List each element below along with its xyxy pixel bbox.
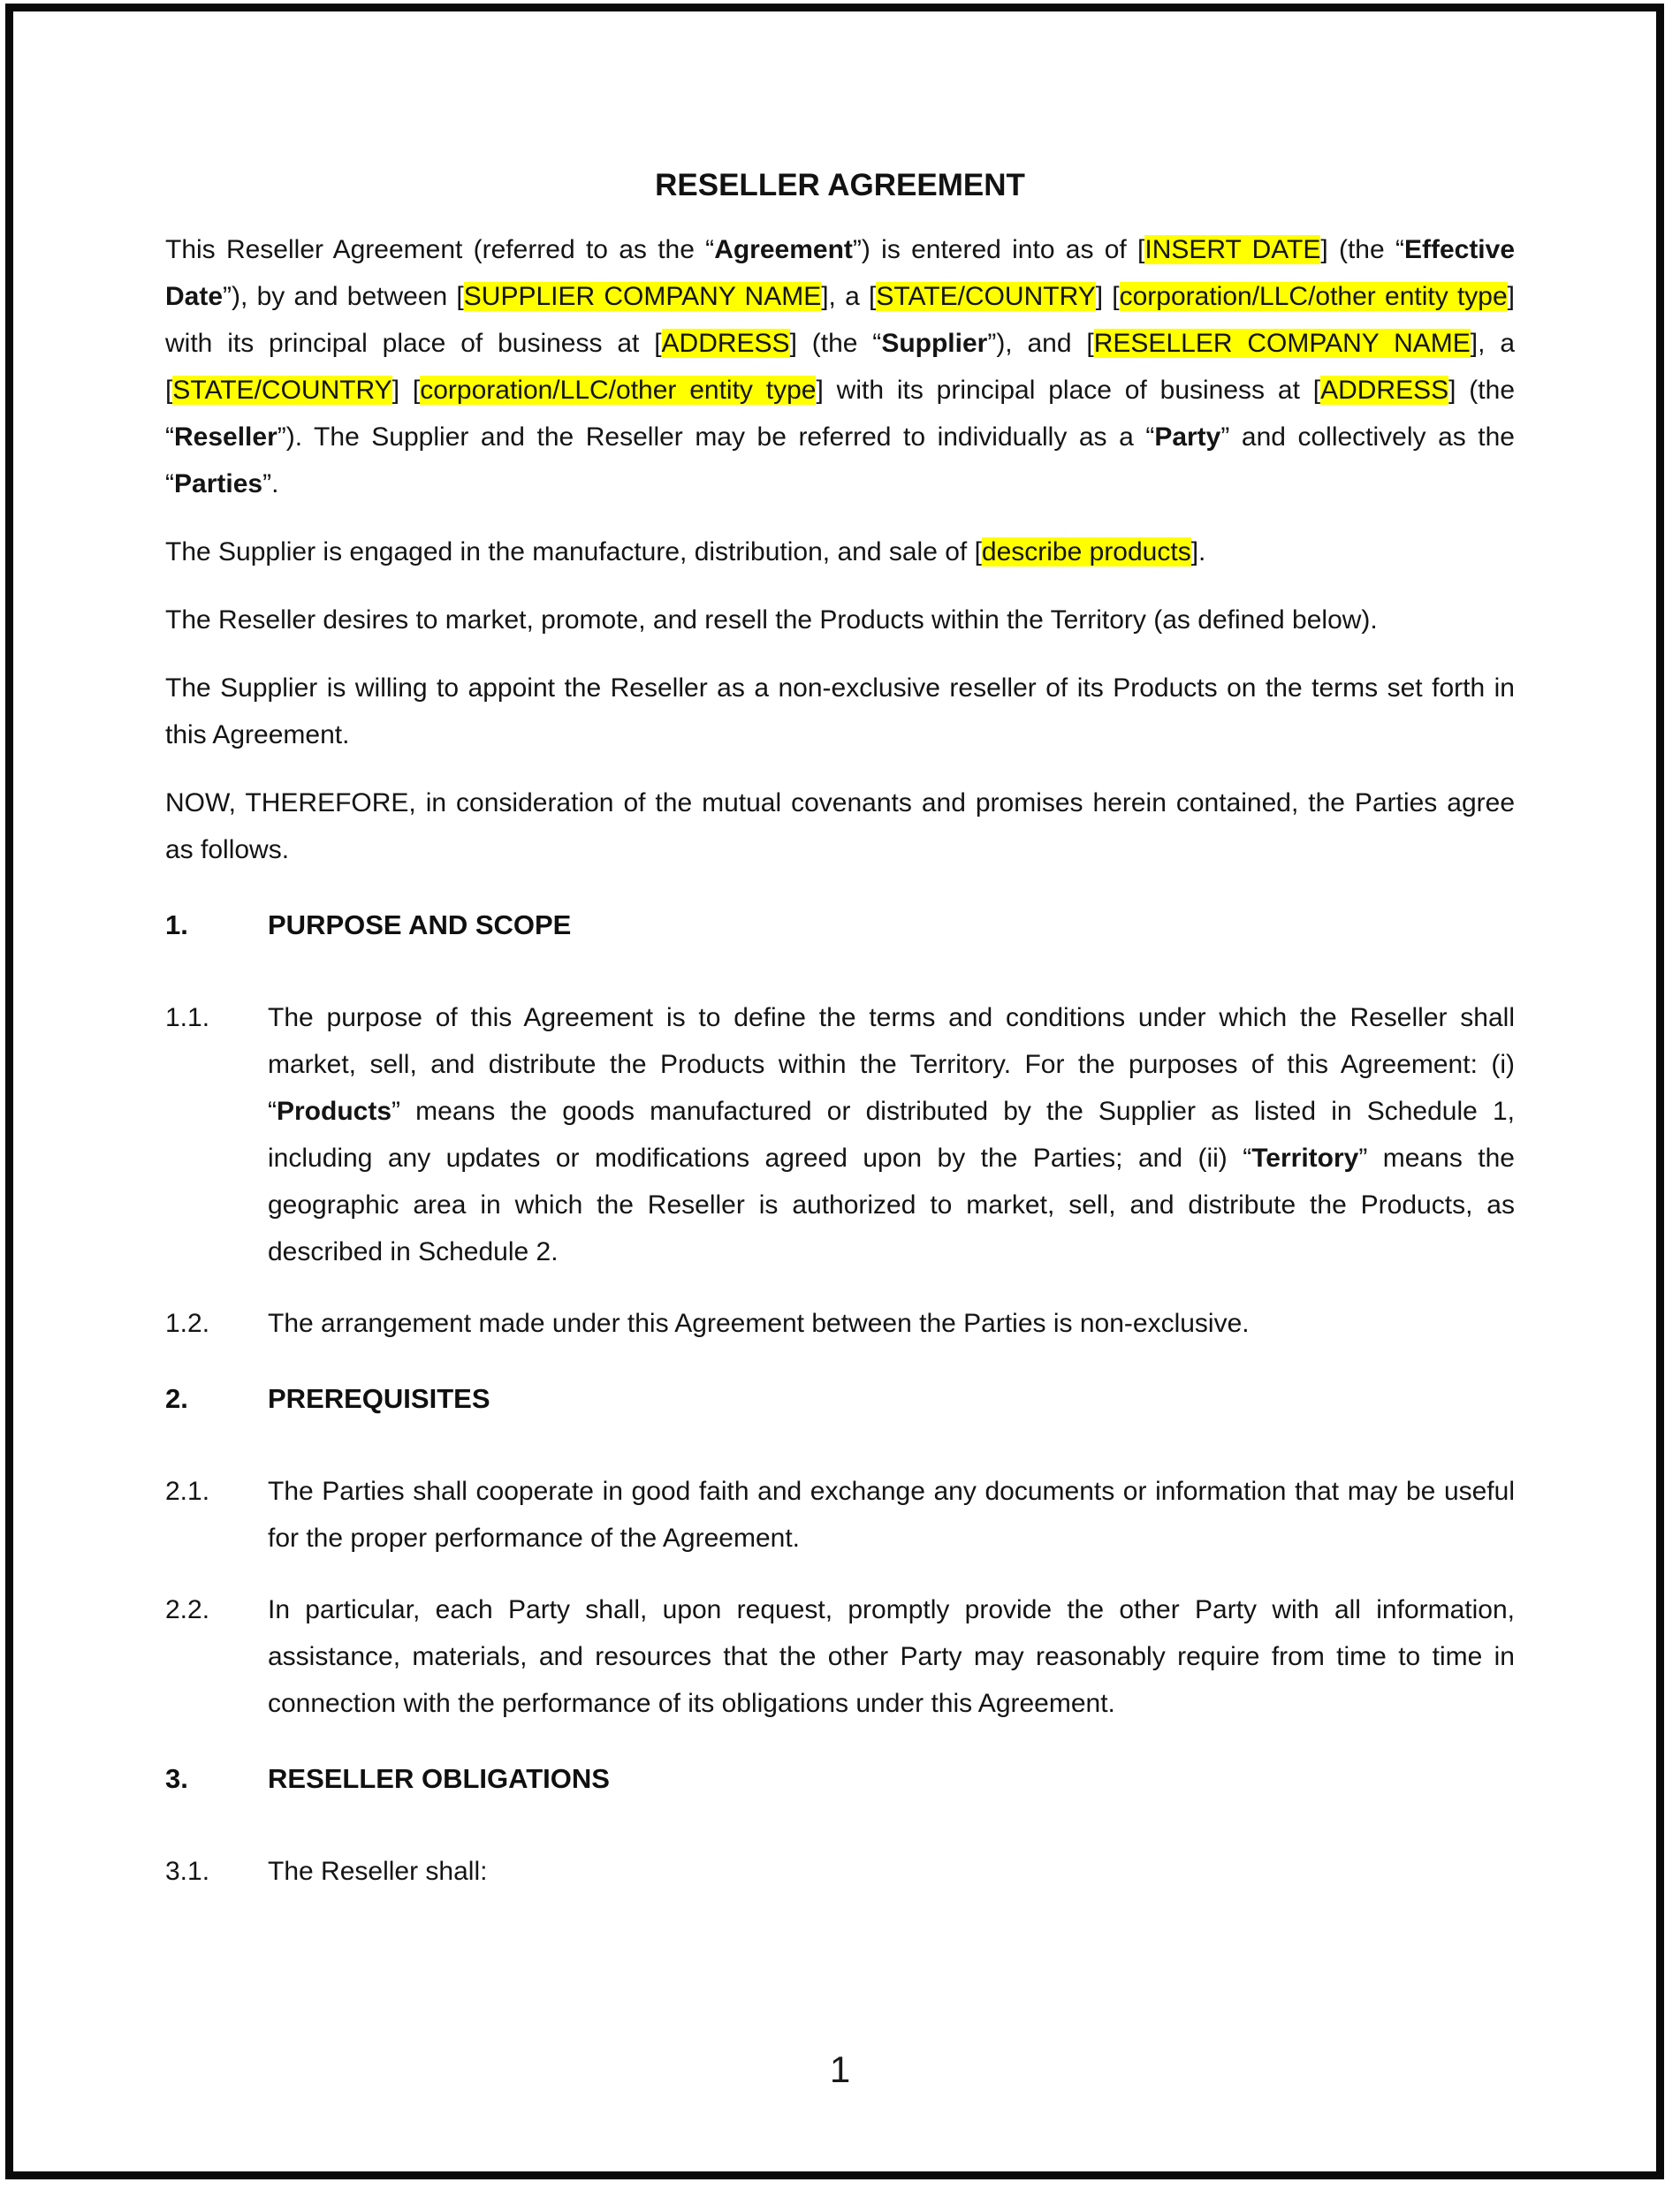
clause-number: 2.1. [165,1477,210,1506]
text-run: ] (the “ [789,329,882,358]
text-run: ” means the goods manufactured or distributed by the Supplier as listed in Schedule 1, including any updates or modifications agreed upon by the Parties; and (ii) “ [268,1097,1515,1173]
text-run: Territory [1251,1144,1359,1173]
clause-item [165,1468,1515,1562]
clause-text [268,1300,1515,1347]
text-run: The Reseller shall: [268,1857,488,1886]
clause-number: 1.1. [165,1003,210,1032]
section-heading-label: PURPOSE AND SCOPE [268,909,572,940]
text-run: The purpose of this Agreement is to define the terms and conditions under which the Reseller shall market, sell, and distribute the Products within the Territory. For the purposes of this Agreement: (i) “ [268,1003,1515,1126]
section-number: 1. [165,909,188,940]
clause-text [268,1468,1515,1562]
section-heading [165,901,1515,948]
placeholder-highlight: describe products [981,537,1191,566]
text-run: ] (the “ [165,376,1516,452]
text-run: Supplier [881,329,988,358]
text-run: The Supplier is willing to appoint the Reseller as a non-exclusive reseller of its Products on the terms set forth in this Agreement. [165,673,1515,749]
placeholder-highlight: corporation/LLC/other entity type [1119,282,1508,311]
paragraph [165,779,1515,873]
text-run: ], a [ [165,329,1516,405]
text-run: ]. [1190,537,1206,566]
section-heading [165,1375,1515,1422]
text-run: NOW, THEREFORE, in consideration of the mutual covenants and promises herein contained, the Parties agree as follows. [165,788,1515,864]
clause-text [268,1848,1515,1895]
paragraph [165,528,1515,575]
text-run: Products [277,1097,392,1126]
clause-number: 2.2. [165,1595,210,1624]
clause-number: 1.2. [165,1309,210,1338]
text-run: ] [ [391,376,421,405]
text-run: ”), by and between [ [223,282,464,311]
paragraph [165,597,1515,643]
text-run: This Reseller Agreement (referred to as the “ [165,235,715,264]
placeholder-highlight: ADDRESS [661,329,790,358]
text-run: Effective Date [165,235,1516,311]
clause-item [165,1586,1515,1727]
text-run: ] with its principal place of business at [ [816,376,1321,405]
clause-text [268,994,1515,1275]
text-run: ”) is entered into as of [ [852,235,1145,264]
section-heading-label: RESELLER OBLIGATIONS [268,1763,610,1794]
text-run: Agreement [714,235,853,264]
clause-item [165,1848,1515,1895]
document-body [165,226,1515,1895]
text-run: ] (the “ [1320,235,1404,264]
placeholder-highlight: INSERT DATE [1144,235,1321,264]
text-run: Party [1154,422,1221,452]
section-heading-label: PREREQUISITES [268,1383,490,1414]
text-run: The Reseller desires to market, promote, and resell the Products within the Territory (as defined below). [165,605,1378,635]
clause-item [165,994,1515,1275]
text-run: ”), and [ [987,329,1094,358]
text-run: Reseller [174,422,277,452]
paragraph [165,226,1515,507]
clause-number: 3.1. [165,1857,210,1886]
text-run: The arrangement made under this Agreement between the Parties is non-exclusive. [268,1309,1250,1338]
document-content [165,13,1515,1920]
section-heading [165,1755,1515,1802]
text-run: ”. [262,469,279,498]
text-run: In particular, each Party shall, upon request, promptly provide the other Party with all information, assistance, materials, and resources that the other Party may reasonably require from time to time in connection with the performance of its obligations under this Agreement. [268,1595,1515,1718]
text-run: ] [ [1095,282,1120,311]
section-number: 3. [165,1763,188,1794]
placeholder-highlight: RESELLER COMPANY NAME [1093,329,1471,358]
clause-text [268,1586,1515,1727]
text-run: ” and collectively as the “ [165,422,1515,498]
paragraph [165,665,1515,758]
text-run: ] with its principal place of business at [ [165,282,1516,358]
text-run: ”). The Supplier and the Reseller may be referred to individually as a “ [277,422,1155,452]
placeholder-highlight: ADDRESS [1320,376,1449,405]
clause-item [165,1300,1515,1347]
section-number: 2. [165,1383,188,1414]
page-number: 1 [829,2049,851,2090]
placeholder-highlight: STATE/COUNTRY [876,282,1096,311]
placeholder-highlight: corporation/LLC/other entity type [420,376,817,405]
text-run: The Parties shall cooperate in good faith and exchange any documents or information that may be useful for the proper performance of the Agreement. [268,1477,1515,1553]
placeholder-highlight: SUPPLIER COMPANY NAME [463,282,822,311]
document-title: RESELLER AGREEMENT [655,168,1025,202]
text-run: ], a [ [821,282,877,311]
text-run: The Supplier is engaged in the manufacture, distribution, and sale of [ [165,537,982,566]
text-run: Parties [174,469,263,498]
placeholder-highlight: STATE/COUNTRY [172,376,392,405]
text-run: ” means the geographic area in which the Reseller is authorized to market, sell, and distribute the Products, as described in Schedule 2. [268,1144,1515,1266]
